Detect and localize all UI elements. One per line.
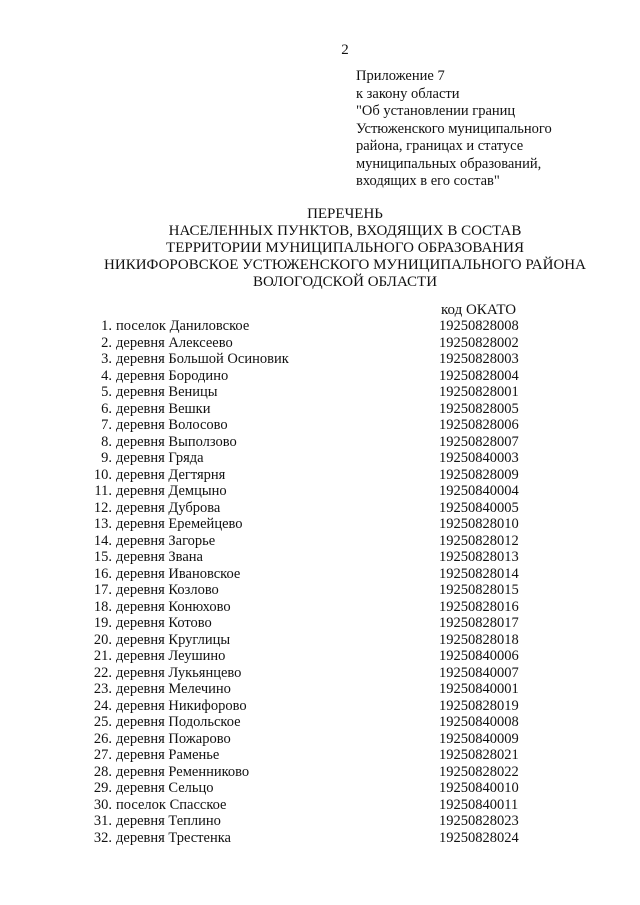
settlement-name: деревня Никифорово [116, 697, 247, 714]
okato-code: 19250828008 [439, 318, 519, 334]
settlement-name: деревня Теплино [116, 813, 221, 829]
settlement-name: деревня Бородино [116, 367, 229, 384]
appendix-reference [356, 68, 552, 191]
settlement-name: деревня Дуброва [116, 499, 221, 516]
settlement-row [88, 500, 548, 517]
settlement-number: 17. [93, 582, 112, 598]
settlement-row [88, 318, 548, 335]
appendix-line: входящих в его состав" [356, 173, 500, 189]
okato-code: 19250840010 [439, 780, 519, 796]
appendix-line: Устюженского муниципального [356, 120, 552, 137]
settlement-number: 18. [93, 598, 112, 615]
settlement-number: 8. [101, 433, 112, 450]
settlement-name: деревня Котово [116, 615, 212, 631]
okato-code: 19250828012 [439, 532, 519, 549]
settlement-list [88, 318, 548, 846]
okato-code: 19250828010 [439, 516, 519, 532]
settlement-row [88, 335, 548, 352]
okato-code: 19250828006 [439, 417, 519, 433]
settlement-row [88, 467, 548, 484]
settlement-number: 28. [93, 763, 112, 780]
okato-code: 19250828016 [439, 598, 519, 615]
settlement-row [88, 351, 548, 368]
settlement-name: деревня Конюхово [116, 598, 231, 615]
okato-code: 19250828024 [439, 829, 519, 846]
settlement-name: деревня Еремейцево [116, 516, 243, 532]
settlement-name: деревня Ивановское [116, 565, 241, 582]
okato-column-header: код ОКАТО [441, 302, 517, 318]
settlement-row [88, 401, 548, 418]
settlement-row [88, 384, 548, 401]
settlement-row [88, 566, 548, 583]
settlement-row [88, 615, 548, 632]
settlement-number: 21. [93, 648, 112, 664]
settlement-number: 26. [93, 730, 112, 747]
settlement-row [88, 747, 548, 764]
okato-code: 19250840001 [439, 681, 519, 697]
settlement-name: деревня Звана [116, 549, 203, 565]
settlement-name: деревня Алексеево [116, 334, 233, 351]
settlement-row [88, 417, 548, 434]
settlement-number: 20. [93, 631, 112, 648]
settlement-number: 15. [93, 549, 112, 565]
settlement-row [88, 681, 548, 698]
settlement-row [88, 830, 548, 847]
appendix-line: Приложение 7 [356, 68, 445, 84]
settlement-number: 30. [93, 796, 112, 813]
settlement-number: 32. [93, 829, 112, 846]
settlement-number: 7. [101, 417, 112, 433]
document-title [0, 206, 640, 291]
okato-code: 19250840003 [439, 450, 519, 466]
settlement-name: деревня Подольское [116, 714, 241, 730]
okato-code: 19250828014 [439, 565, 519, 582]
okato-code: 19250828013 [439, 549, 519, 565]
settlement-number: 6. [101, 400, 112, 417]
settlement-number: 27. [93, 747, 112, 763]
okato-code: 19250828003 [439, 351, 519, 367]
okato-code: 19250840004 [439, 483, 519, 499]
okato-code: 19250828007 [439, 433, 519, 450]
title-line: НИКИФОРОВСКОЕ УСТЮЖЕНСКОГО МУНИЦИПАЛЬНОГО РАЙОНА [104, 257, 586, 273]
settlement-name: деревня Большой Осиновик [116, 351, 289, 367]
page-number: 2 [341, 42, 349, 58]
okato-code: 19250828017 [439, 615, 519, 631]
settlement-number: 24. [93, 697, 112, 714]
settlement-name: деревня Волосово [116, 417, 228, 433]
settlement-number: 19. [93, 615, 112, 631]
okato-code: 19250828002 [439, 334, 519, 351]
settlement-number: 2. [101, 334, 112, 351]
settlement-name: поселок Спасское [116, 796, 227, 813]
okato-code: 19250828001 [439, 384, 519, 400]
okato-code: 19250828009 [439, 466, 519, 483]
okato-code: 19250828018 [439, 631, 519, 648]
settlement-name: деревня Сельцо [116, 780, 214, 796]
okato-code: 19250840008 [439, 714, 519, 730]
okato-code: 19250840006 [439, 648, 519, 664]
settlement-name: деревня Вешки [116, 400, 211, 417]
settlement-row [88, 698, 548, 715]
settlement-row [88, 797, 548, 814]
settlement-number: 16. [93, 565, 112, 582]
settlement-row [88, 582, 548, 599]
settlement-row [88, 599, 548, 616]
settlement-row [88, 665, 548, 682]
settlement-row [88, 549, 548, 566]
settlement-name: деревня Пожарово [116, 730, 231, 747]
settlement-name: деревня Загорье [116, 532, 216, 549]
settlement-number: 4. [101, 367, 112, 384]
settlement-row [88, 780, 548, 797]
settlement-row [88, 764, 548, 781]
appendix-line: района, границах и статусе [356, 138, 524, 154]
settlement-name: деревня Раменье [116, 747, 220, 763]
appendix-line: "Об установлении границ [356, 103, 516, 119]
settlement-number: 5. [101, 384, 112, 400]
settlement-number: 11. [94, 483, 112, 499]
okato-code: 19250828015 [439, 582, 519, 598]
settlement-row [88, 434, 548, 451]
settlement-row [88, 368, 548, 385]
appendix-line: муниципальных образований, [356, 155, 542, 172]
settlement-row [88, 483, 548, 500]
settlement-row [88, 648, 548, 665]
okato-code: 19250828022 [439, 763, 519, 780]
okato-code: 19250828005 [439, 400, 519, 417]
settlement-name: деревня Демцыно [116, 483, 227, 499]
settlement-number: 31. [93, 813, 112, 829]
settlement-number: 12. [93, 499, 112, 516]
settlement-row [88, 731, 548, 748]
okato-code: 19250840009 [439, 730, 519, 747]
settlement-number: 23. [93, 681, 112, 697]
settlement-row [88, 516, 548, 533]
settlement-number: 10. [93, 466, 112, 483]
settlement-row [88, 533, 548, 550]
settlement-number: 1. [101, 318, 112, 334]
settlement-number: 14. [93, 532, 112, 549]
settlement-name: деревня Мелечино [116, 681, 231, 697]
okato-code: 19250828021 [439, 747, 519, 763]
settlement-number: 29. [93, 780, 112, 796]
settlement-row [88, 813, 548, 830]
settlement-name: деревня Козлово [116, 582, 219, 598]
title-line: НАСЕЛЕННЫХ ПУНКТОВ, ВХОДЯЩИХ В СОСТАВ [168, 223, 522, 239]
settlement-row [88, 450, 548, 467]
settlement-name: деревня Лукьянцево [116, 664, 242, 681]
okato-code: 19250828004 [439, 367, 519, 384]
okato-code: 19250840007 [439, 664, 519, 681]
settlement-name: деревня Ременниково [116, 763, 250, 780]
settlement-name: поселок Даниловское [116, 318, 250, 334]
settlement-number: 3. [101, 351, 112, 367]
okato-code: 19250840011 [439, 796, 519, 813]
settlement-name: деревня Круглицы [116, 631, 231, 648]
settlement-name: деревня Трестенка [116, 829, 231, 846]
title-line: ПЕРЕЧЕНЬ [307, 206, 383, 222]
settlement-name: деревня Выползово [116, 433, 237, 450]
settlement-number: 13. [93, 516, 112, 532]
settlement-number: 22. [93, 664, 112, 681]
settlement-number: 9. [101, 450, 112, 466]
appendix-line: к закону области [356, 85, 460, 102]
settlement-row [88, 714, 548, 731]
settlement-name: деревня Леушино [116, 648, 226, 664]
title-line: ТЕРРИТОРИИ МУНИЦИПАЛЬНОГО ОБРАЗОВАНИЯ [166, 240, 524, 256]
settlement-name: деревня Гряда [116, 450, 204, 466]
settlement-row [88, 632, 548, 649]
okato-code: 19250828023 [439, 813, 519, 829]
okato-code: 19250840005 [439, 499, 519, 516]
okato-code: 19250828019 [439, 697, 519, 714]
settlement-name: деревня Дегтярня [116, 466, 226, 483]
settlement-number: 25. [93, 714, 112, 730]
title-line: ВОЛОГОДСКОЙ ОБЛАСТИ [252, 274, 438, 290]
settlement-name: деревня Веницы [116, 384, 218, 400]
